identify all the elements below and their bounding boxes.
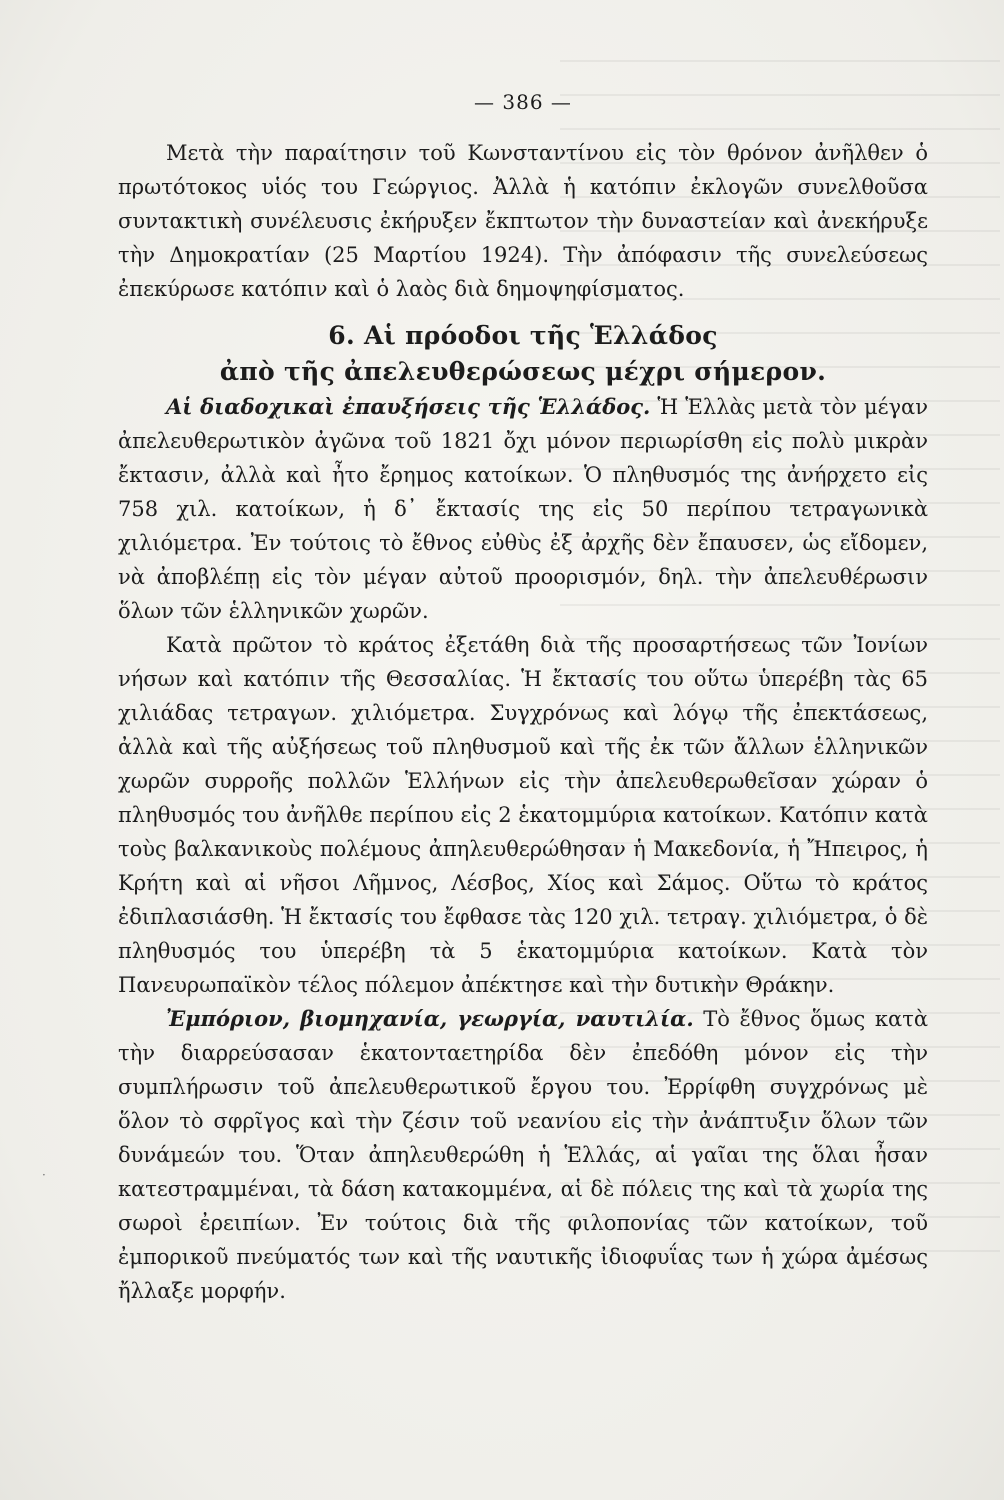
text-block — [118, 82, 928, 1308]
section-heading-line-1: 6. Αἱ πρόοδοι τῆς Ἑλλάδος — [328, 321, 718, 350]
paragraph-intro: Μετὰ τὴν παραίτησιν τοῦ Κωνσταντίνου εἰς τὸν θρόνον ἀνῆλθεν ὁ πρωτότοκος υἱός του Γεώργιος. Ἀλλὰ ἡ κατόπιν ἐκλογῶν συνελθοῦσα συντακτικὴ συνέλευσις ἐκήρυξεν ἔκπτωτον τὴν δυναστείαν καὶ ἀνεκήρυξε τὴν Δημοκρατίαν (25 Μαρτίου 1924). Τὴν ἀπόφασιν τῆς συνελεύσεως ἐπεκύρωσε κατόπιν καὶ ὁ λαὸς διὰ δημοψηφίσματος. — [118, 141, 928, 301]
paragraph-lead-commerce: Ἐμπόριον, βιομηχανία, γεωργία, ναυτιλία. — [166, 1006, 694, 1031]
paragraph-expansions — [118, 390, 928, 628]
paragraph-expansions-text: Ἡ Ἑλλὰς μετὰ τὸν μέγαν ἀπελευθερωτικὸν ἀγῶνα τοῦ 1821 ὄχι μόνον περιωρίσθη εἰς πολὺ μικρὰν ἔκτασιν, ἀλλὰ καὶ ἦτο ἔρημος κατοίκων. Ὁ πληθυσμός της ἀνήρχετο εἰς 758 χιλ. κατοίκων, ἡ δ᾽ ἔκτασίς της εἰς 50 περίπου τετραγωνικὰ χιλιόμετρα. Ἐν τούτοις τὸ ἔθνος εὐθὺς ἐξ ἀρχῆς δὲν ἔπαυσεν, ὡς εἴδομεν, νὰ ἀποβλέπῃ εἰς τὸν μέγαν αὐτοῦ προορισμόν, δηλ. τὴν ἀπελευθέρωσιν ὅλων τῶν ἑλληνικῶν χωρῶν. — [118, 395, 928, 623]
paragraph-territory: Κατὰ πρῶτον τὸ κράτος ἐξετάθη διὰ τῆς προσαρτήσεως τῶν Ἰονίων νήσων καὶ κατόπιν τῆς Θεσσαλίας. Ἡ ἔκτασίς του οὕτω ὑπερέβη τὰς 65 χιλιάδας τετραγων. χιλιόμετρα. Συγχρόνως καὶ λόγῳ τῆς ἐπεκτάσεως, ἀλλὰ καὶ τῆς αὐξήσεως τοῦ πληθυσμοῦ καὶ τῆς ἐκ τῶν ἄλλων ἑλληνικῶν χωρῶν συρροῆς πολλῶν Ἑλλήνων εἰς τὴν ἀπελευθερωθεῖσαν χώραν ὁ πληθυσμός του ἀνῆλθε περίπου εἰς 2 ἑκατομμύρια κατοίκων. Κατόπιν κατὰ τοὺς βαλκανικοὺς πολέμους ἀπηλευθερώθησαν ἡ Μακεδονία, ἡ Ἤπειρος, ἡ Κρήτη καὶ αἱ νῆσοι Λῆμνος, Λέσβος, Χίος καὶ Σάμος. Οὕτω τὸ κράτος ἐδιπλασιάσθη. Ἡ ἔκτασίς του ἔφθασε τὰς 120 χιλ. τετραγ. χιλιόμετρα, ὁ δὲ πληθυσμός του ὑπερέβη τὰ 5 ἑκατομμύρια κατοίκων. Κατὰ τὸν Πανευρωπαϊκὸν τέλος πόλεμον ἀπέκτησε καὶ τὴν δυτικὴν Θράκην. — [118, 633, 928, 997]
section-heading — [118, 318, 928, 390]
paragraph-lead-expansions: Αἱ διαδοχικαὶ ἐπαυξήσεις τῆς Ἑλλάδος. — [166, 394, 651, 419]
margin-speck: · — [42, 1168, 46, 1182]
page-number: — 386 — — [474, 90, 572, 114]
paragraph-commerce — [118, 1002, 928, 1308]
body-text — [118, 136, 928, 1308]
section-heading-line-2: ἀπὸ τῆς ἀπελευθερώσεως μέχρι σήμερον. — [219, 357, 827, 386]
paragraph-commerce-text: Τὸ ἔθνος ὅμως κατὰ τὴν διαρρεύσασαν ἑκατονταετηρίδα δὲν ἐπεδόθη μόνον εἰς τὴν συμπλήρωσιν τοῦ ἀπελευθερωτικοῦ ἔργου του. Ἐρρίφθη συγχρόνως μὲ ὅλον τὸ σφρῖγος καὶ τὴν ζέσιν τοῦ νεανίου εἰς τὴν ἀνάπτυξιν ὅλων τῶν δυνάμεών του. Ὅταν ἀπηλευθερώθη ἡ Ἑλλάς, αἱ γαῖαι της ὅλαι ἦσαν κατεστραμμέναι, τὰ δάση κατακομμένα, αἱ δὲ πόλεις της καὶ τὰ χωρία της σωροὶ ἐρειπίων. Ἐν τούτοις διὰ τῆς φιλοπονίας τῶν κατοίκων, τοῦ ἐμπορικοῦ πνεύματός των καὶ τῆς ναυτικῆς ἰδιοφυΐας των ἡ χώρα ἀμέσως ἤλλαξε μορφήν. — [118, 1007, 928, 1303]
